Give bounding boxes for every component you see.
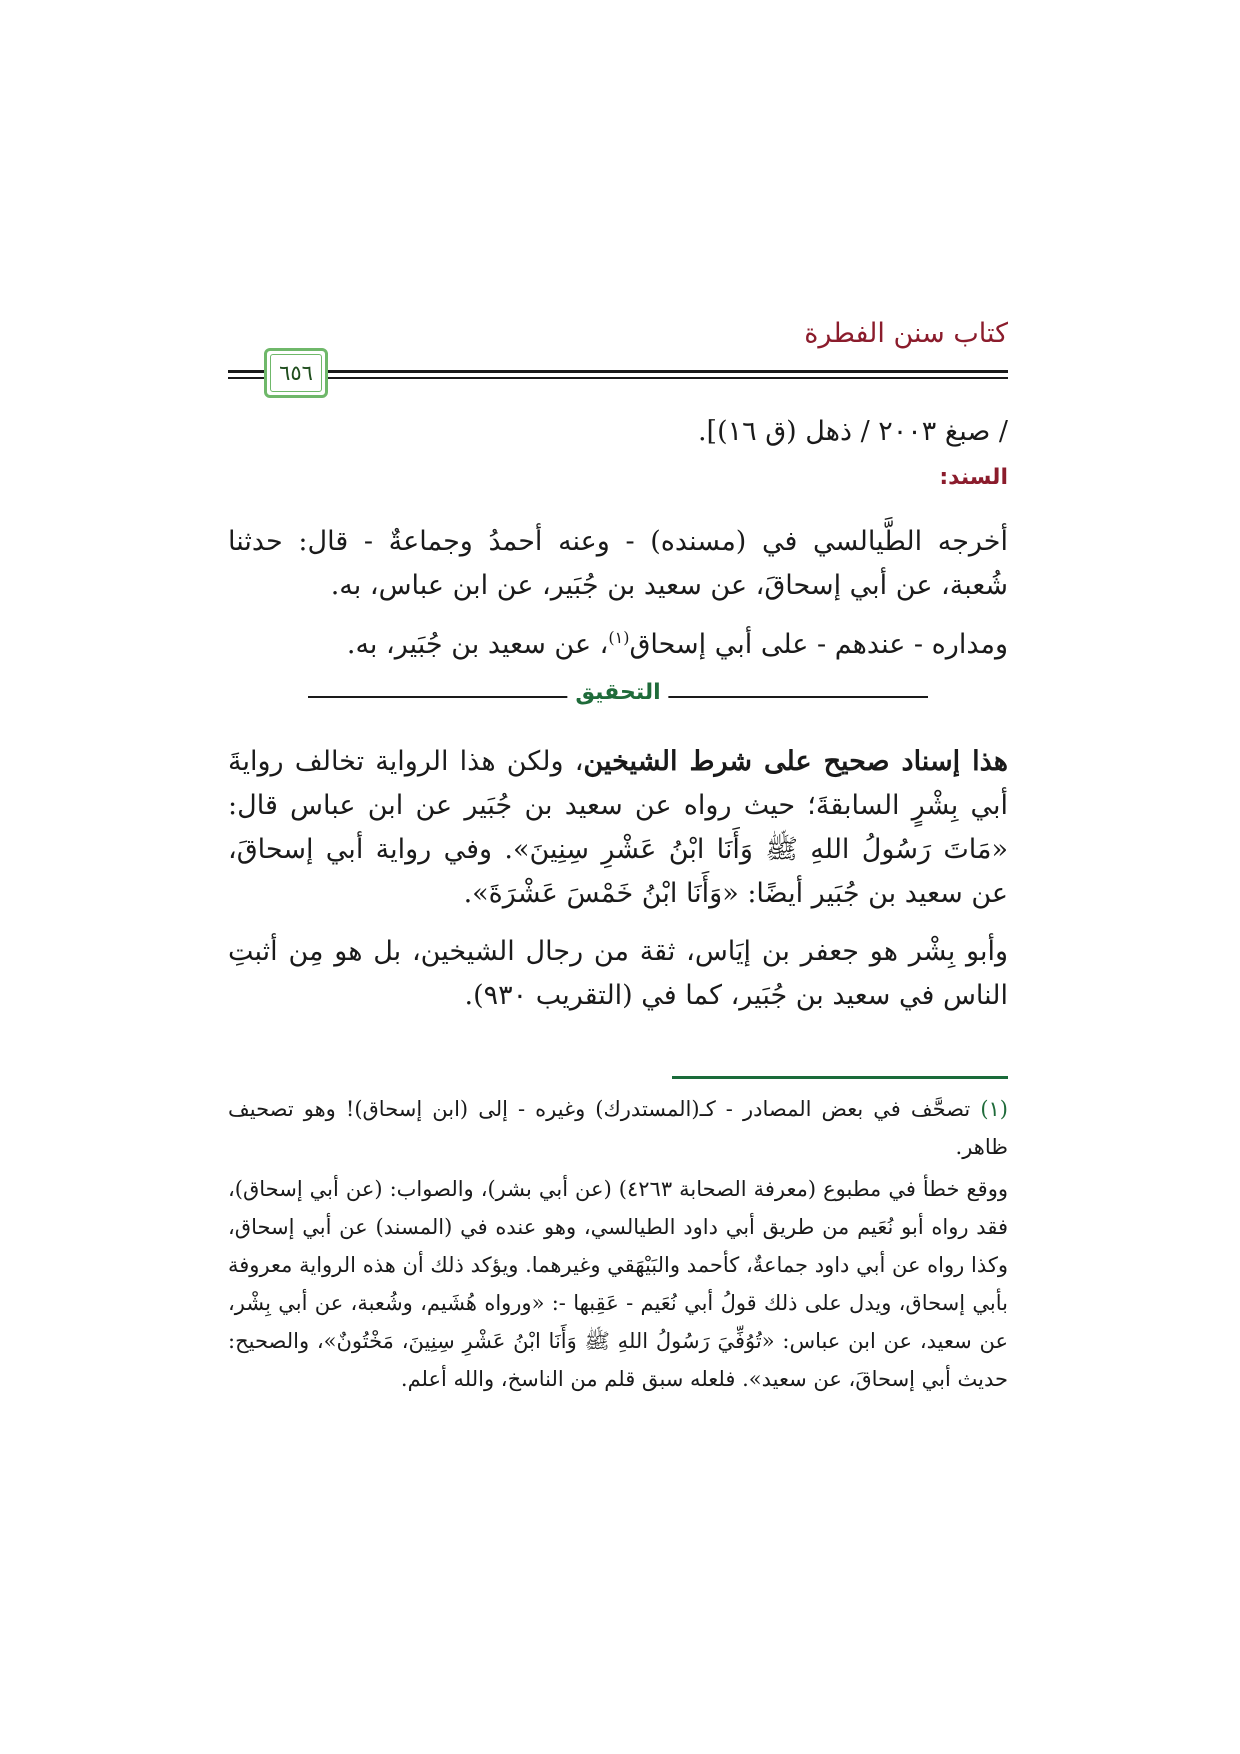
top-line-block bbox=[228, 410, 1008, 454]
tahqiq-verdict: هذا إسناد صحيح على شرط الشيخين bbox=[583, 746, 1008, 777]
page-header bbox=[228, 318, 1008, 388]
sanad-paragraph: أخرجه الطَّيالسي في (مسنده) - وعنه أحمدُ وجماعةٌ - قال: حدثنا شُعبة، عن أبي إسحاقَ، عن سعيد بن جُبَير، عن ابن عباس، به. bbox=[228, 526, 1008, 601]
tahqiq-text: ، ولكن هذا الرواية تخالف روايةَ أبي بِشْرٍ السابقةَ؛ حيث رواه عن سعيد بن جُبَير عن ابن عباس قال: «مَاتَ رَسُولُ اللهِ ﷺ وَأَنَا ابْنُ عَشْرِ سِنِينَ». وفي رواية أبي إسحاقَ، عن سعيد بن جُبَير أيضًا: «وَأَنَا ابْنُ خَمْسَ عَشْرَةَ». bbox=[228, 746, 1008, 909]
sanad-heading: السند: bbox=[939, 465, 1008, 490]
footnote-1 bbox=[228, 1090, 1008, 1166]
footnotes bbox=[228, 1090, 1008, 1398]
tahqiq-heading: التحقيق bbox=[567, 680, 668, 705]
header-rule-thin bbox=[228, 377, 1008, 379]
footnote-separator bbox=[672, 1076, 1008, 1079]
book-title: كتاب سنن الفطرة bbox=[804, 318, 1008, 349]
sanad-section bbox=[228, 520, 1008, 667]
sanad-madar-paragraph bbox=[228, 616, 1008, 667]
footnote-1-text: تصحَّف في بعض المصادر - كـ(المستدرك) وغيره - إلى (ابن إسحاق)! وهو تصحيف ظاهر. bbox=[228, 1097, 1008, 1159]
sanad-madar-text: ومداره - عندهم - على أبي إسحاق bbox=[629, 629, 1008, 660]
tahqiq-divider bbox=[228, 682, 1008, 712]
footnote-number: (١) bbox=[980, 1097, 1008, 1121]
page-number: ٦٥٦ bbox=[279, 361, 313, 385]
tahqiq-paragraph-2: وأبو بِشْر هو جعفر بن إيَاس، ثقة من رجال الشيخين، بل هو مِن أثبتِ الناس في سعيد بن جُبَير، كما في (التقريب ٩٣٠). bbox=[228, 936, 1008, 1011]
footnote-1-continuation: ووقع خطأ في مطبوع (معرفة الصحابة ٤٢٦٣) (عن أبي بشر)، والصواب: (عن أبي إسحاق)، فقد رواه أبو نُعَيم من طريق أبي داود الطيالسي، وهو عنده في (المسند) عن أبي إسحاق، وكذا رواه عن أبي داود جماعةٌ، كأحمد والبَيْهَقي وغيرهما. ويؤكد ذلك أن هذه الرواية معروفة بأبي إسحاق، ويدل على ذلك قولُ أبي نُعَيم - عَقِبها -: «ورواه هُشَيم، وشُعبة، عن أبي بِشْر، عن سعيد، عن ابن عباس: «تُوُفِّيَ رَسُولُ اللهِ ﷺ وَأَنَا ابْنُ عَشْرِ سِنِينَ، مَخْتُونٌ»، والصحيح: حديث أبي إسحاقَ، عن سعيد». فلعله سبق قلم من الناسخ، والله أعلم. bbox=[228, 1177, 1008, 1391]
sanad-heading-block bbox=[228, 465, 1008, 490]
tahqiq-paragraph-1 bbox=[228, 740, 1008, 916]
top-line: / صبغ ٢٠٠٣ / ذهل (ق ١٦)]. bbox=[697, 416, 1008, 447]
tahqiq-section bbox=[228, 740, 1008, 1018]
page-number-badge bbox=[264, 348, 328, 398]
sanad-madar-text-end: ، عن سعيد بن جُبَير، به. bbox=[346, 629, 609, 660]
header-rule bbox=[228, 370, 1008, 373]
footnote-marker: (١) bbox=[608, 628, 630, 647]
